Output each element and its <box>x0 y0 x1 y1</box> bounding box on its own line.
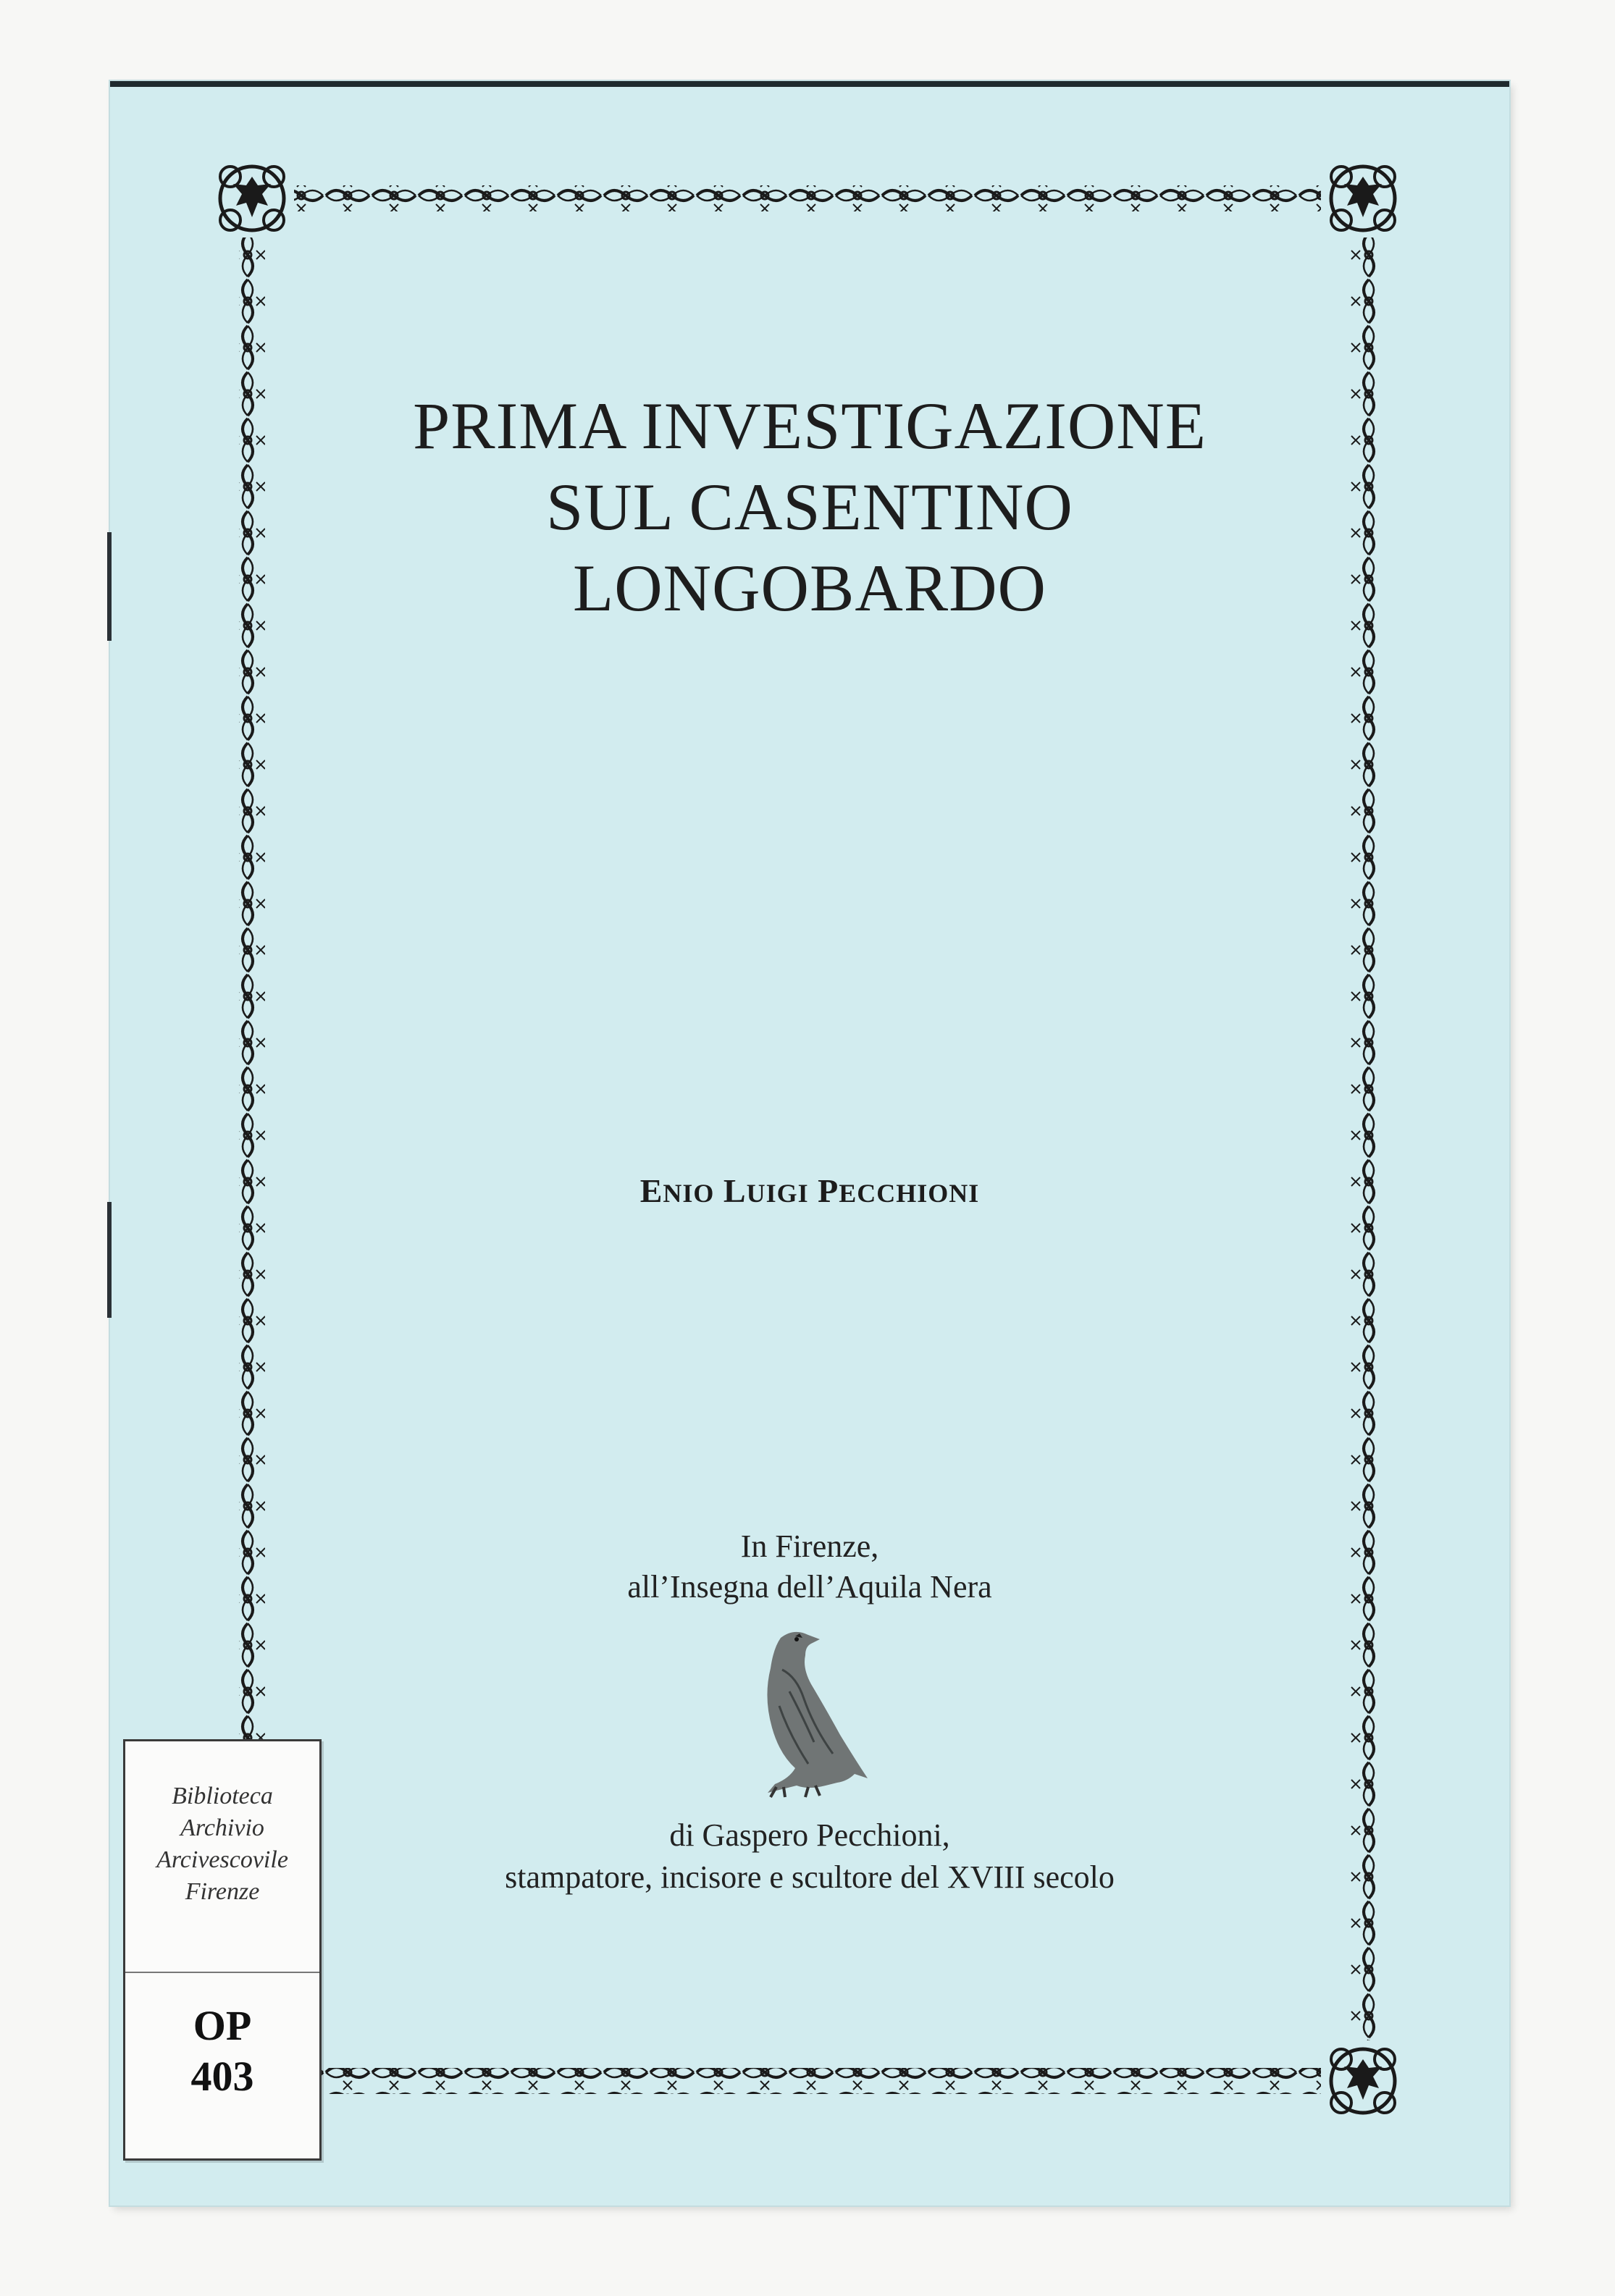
shelfmark-line: 403 <box>190 2053 254 2100</box>
shelfmark-line: OP <box>193 2002 252 2049</box>
corner-eagle-icon <box>1331 167 1395 230</box>
library-name-line: Firenze <box>185 1878 260 1905</box>
author-middle-name: UIGI <box>746 1179 809 1208</box>
library-name-line: Archivio <box>180 1814 264 1841</box>
author-first-name: NIO <box>663 1179 715 1208</box>
library-spine-label <box>123 1739 322 2161</box>
author-initial: P <box>818 1172 839 1209</box>
author-initial: L <box>723 1172 747 1209</box>
library-name-line: Biblioteca <box>172 1783 273 1809</box>
frame-bottom-border <box>294 2068 1321 2094</box>
library-name-line: Arcivescovile <box>156 1846 288 1873</box>
title-line-3: LONGOBARDO <box>573 551 1046 625</box>
imprint <box>110 1526 1509 1607</box>
author-initial: E <box>639 1172 663 1209</box>
corner-eagle-icon <box>1331 2049 1395 2113</box>
corner-eagle-icon <box>220 167 284 230</box>
author-name <box>110 1172 1509 1210</box>
book-title <box>110 385 1509 628</box>
label-divider <box>125 1972 319 1973</box>
library-name <box>125 1780 319 1908</box>
title-line-2: SUL CASENTINO <box>546 470 1073 544</box>
imprint-line-2: all’Insegna dell’Aquila Nera <box>627 1569 992 1605</box>
imprint-line-1: In Firenze, <box>740 1528 879 1564</box>
author-last-name: ECCHIONI <box>839 1179 980 1208</box>
eagle-icon <box>739 1626 884 1800</box>
printer-line-1: di Gaspero Pecchioni, <box>669 1817 950 1853</box>
printer-line-2: stampatore, incisore e scultore del XVIII secolo <box>505 1859 1115 1895</box>
frame-top-border <box>294 185 1321 211</box>
shelfmark <box>125 2001 319 2102</box>
title-line-1: PRIMA INVESTIGAZIONE <box>413 389 1207 463</box>
